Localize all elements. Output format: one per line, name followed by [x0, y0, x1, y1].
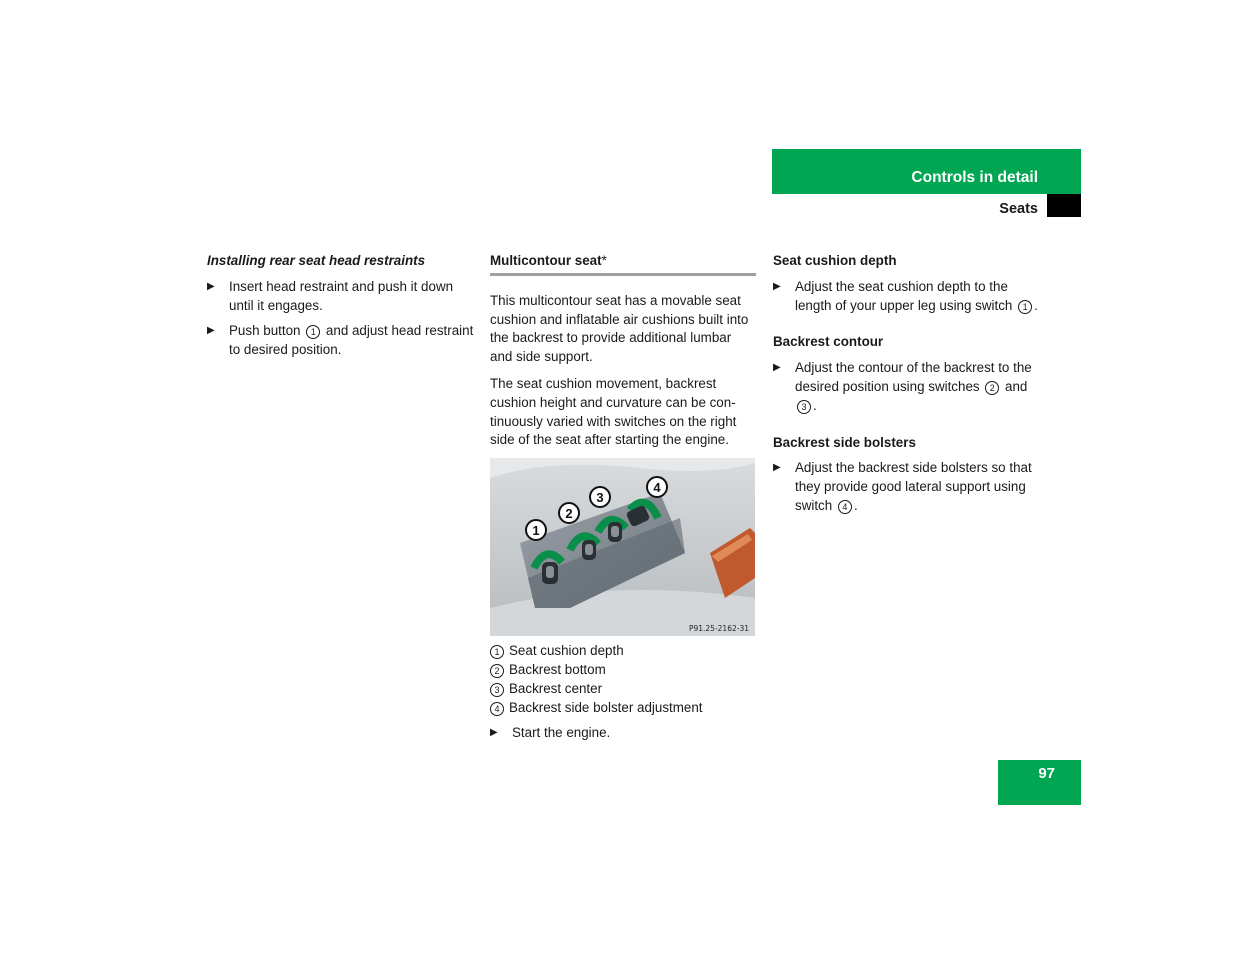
bullet-text: Start the engine. — [512, 725, 611, 741]
callout-label: 1 — [532, 523, 540, 539]
column-head-restraints — [207, 252, 475, 367]
callout-4 — [647, 477, 667, 497]
callout-label: 3 — [596, 490, 604, 506]
heading-seat-cushion-depth: Seat cushion depth — [773, 253, 897, 268]
circled-number-icon: 1 — [490, 645, 504, 659]
legend-item — [490, 642, 756, 661]
callout-2 — [559, 503, 579, 523]
optional-equipment-mark: * — [601, 253, 607, 268]
bullet-text-pre: Push button — [229, 323, 305, 339]
triangle-right-icon: ▶ — [773, 362, 781, 374]
bullet-text-post: . — [813, 397, 817, 413]
circled-number-icon: 4 — [490, 702, 504, 716]
legend-label: Backrest center — [509, 680, 603, 696]
circled-number-icon: 2 — [490, 664, 504, 678]
paragraph-intro: This multicontour seat has a movable seat cushion and inflatable air cushions built into the backrest to provide additional lumbar and side support. — [490, 292, 749, 365]
bullet-item — [773, 359, 1039, 415]
bullet-text: Insert head restraint and push it down until it engages. — [229, 278, 454, 313]
bullet-item — [773, 278, 1039, 316]
triangle-right-icon: ▶ — [490, 727, 498, 739]
triangle-right-icon: ▶ — [773, 280, 781, 292]
image-reference-code: P91.25-2162-31 — [688, 624, 749, 634]
circled-number-icon: 3 — [490, 683, 504, 697]
circled-number-icon: 1 — [1018, 300, 1032, 314]
legend-label: Backrest side bolster adjustment — [509, 699, 703, 715]
bullet-text-mid: and — [1001, 378, 1028, 394]
circled-number-icon: 3 — [797, 400, 811, 414]
paragraph-switches: The seat cushion movement, backrest cushion height and curvature can be con-tinuously varied with switches on the right side of the seat after starting the engine. — [490, 375, 737, 448]
heading-text: Multicontour seat — [490, 253, 602, 268]
bullet-text-post: . — [1034, 297, 1038, 313]
triangle-right-icon: ▶ — [773, 462, 781, 474]
seat-switches-illustration — [490, 458, 755, 636]
bullet-item — [490, 724, 756, 743]
bullet-text-pre: Adjust the contour of the backrest to the desired position using switches — [795, 360, 1032, 394]
page-number: 97 — [1038, 765, 1055, 782]
callout-3 — [590, 487, 610, 507]
triangle-right-icon: ▶ — [207, 325, 215, 337]
legend-item — [490, 680, 756, 699]
bullet-item — [207, 322, 475, 360]
bullet-item — [207, 278, 475, 316]
legend-item — [490, 699, 756, 718]
heading-multicontour-seat — [490, 252, 756, 276]
circled-number-icon: 1 — [306, 325, 320, 339]
section-title: Controls in detail — [911, 169, 1038, 186]
callout-label: 4 — [653, 480, 661, 496]
heading-installing-head-restraints: Installing rear seat head restraints — [207, 253, 426, 268]
bullet-text-post: . — [853, 497, 858, 513]
header-tab-marker — [1047, 194, 1081, 217]
column-multicontour-seat — [490, 252, 756, 750]
bullet-text-pre: Adjust the backrest side bolsters so that they provide good lateral support using switch — [795, 460, 1032, 513]
column-seat-adjustments — [773, 252, 1039, 523]
bullet-item — [773, 459, 1039, 515]
callout-1 — [526, 520, 546, 540]
heading-backrest-side-bolsters: Backrest side bolsters — [773, 434, 916, 450]
legend-label: Backrest bottom — [509, 661, 606, 677]
heading-backrest-contour: Backrest contour — [773, 334, 884, 350]
legend-item — [490, 661, 756, 680]
seat-switches-photo — [490, 458, 755, 636]
bullet-text-post: and adjust head restraint to desired position. — [229, 323, 474, 358]
circled-number-icon: 4 — [838, 500, 852, 514]
section-subtitle: Seats — [999, 201, 1038, 217]
callout-label: 2 — [565, 506, 573, 522]
triangle-right-icon: ▶ — [207, 280, 215, 292]
legend-label: Seat cushion depth — [509, 643, 624, 659]
bullet-text-pre: Adjust the seat cushion depth to the length of your upper leg using switch — [795, 278, 1017, 313]
circled-number-icon: 2 — [985, 381, 999, 395]
